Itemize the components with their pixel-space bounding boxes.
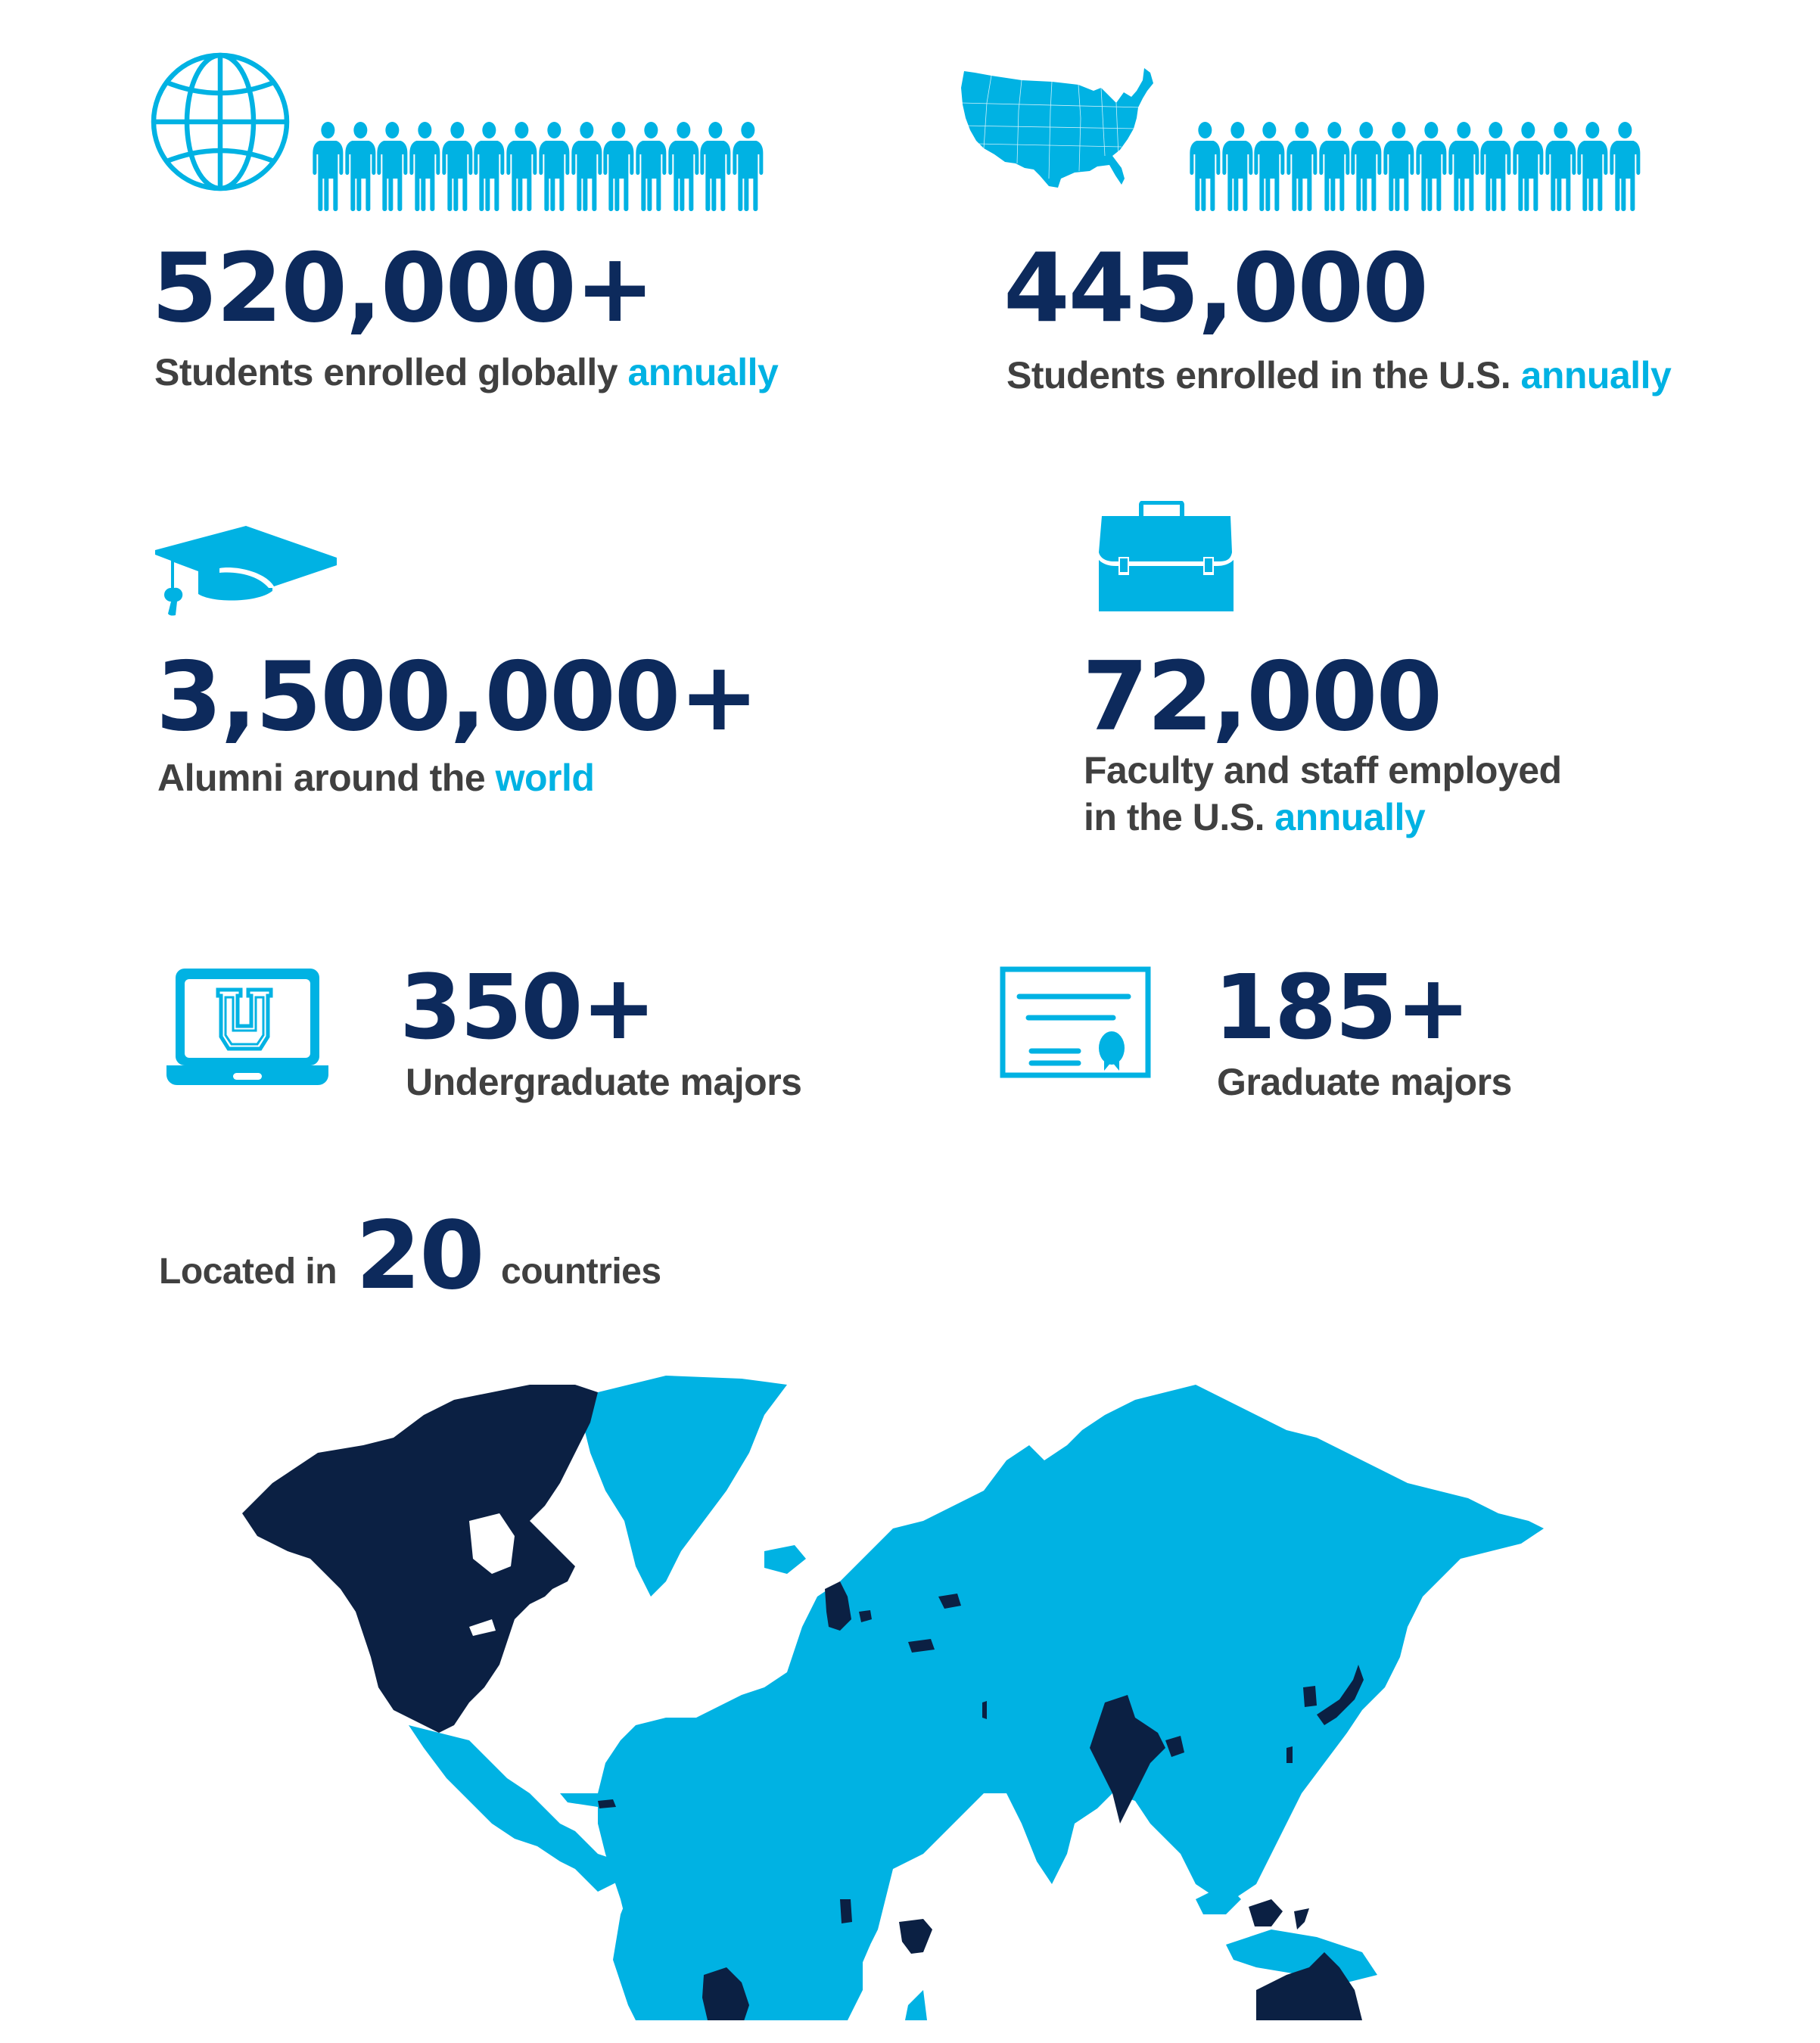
person-icon	[1221, 121, 1254, 216]
person-icon	[667, 121, 700, 216]
person-icon	[1415, 121, 1448, 216]
world-map	[242, 1370, 1559, 2024]
person-icon	[376, 121, 409, 216]
stat-label-faculty-line1: Faculty and staff employed	[1084, 749, 1562, 791]
person-icon	[1318, 121, 1351, 216]
stat-value-grad-majors: 185+	[1214, 955, 1470, 1059]
person-icon	[571, 121, 603, 216]
person-icon	[1350, 121, 1383, 216]
stat-label-us-students	[1006, 353, 1671, 398]
graduation-cap-icon	[151, 526, 341, 617]
briefcase-icon	[1097, 501, 1235, 613]
stat-label-undergrad-majors: Undergraduate majors	[406, 1061, 802, 1103]
map-base-countries	[409, 1376, 1544, 2020]
stat-label-global-students	[154, 350, 778, 395]
us-map-icon	[961, 65, 1155, 189]
label-text: Students enrolled in the U.S.	[1006, 354, 1511, 396]
person-icon	[1479, 121, 1512, 216]
locations-suffix: countries	[501, 1252, 661, 1292]
stat-value-undergrad-majors: 350+	[400, 955, 655, 1059]
locations-count: 20	[356, 1202, 484, 1311]
person-icon	[602, 121, 635, 216]
person-icon	[441, 121, 474, 216]
stat-value-alumni: 3,500,000+	[156, 641, 758, 752]
person-icon	[1448, 121, 1480, 216]
label-accent: annually	[1520, 354, 1672, 396]
person-icon	[409, 121, 441, 216]
stat-label-faculty-line2	[1084, 794, 1425, 840]
person-icon	[473, 121, 506, 216]
person-icon	[506, 121, 538, 216]
label-accent: annually	[1274, 796, 1426, 838]
person-icon	[312, 121, 344, 216]
person-icon	[1253, 121, 1286, 216]
person-icon	[1576, 121, 1609, 216]
person-icon	[1383, 121, 1415, 216]
stat-value-us-students: 445,000	[1003, 232, 1427, 344]
stat-value-global-students: 520,000+	[151, 232, 654, 344]
person-icon	[344, 121, 377, 216]
person-icon	[1512, 121, 1545, 216]
person-icon	[1286, 121, 1318, 216]
globe-icon	[150, 51, 291, 192]
locations-prefix: Located in	[159, 1252, 338, 1292]
label-accent: annually	[627, 351, 779, 393]
person-icon	[1609, 121, 1641, 216]
person-icon	[732, 121, 764, 216]
laptop-u-icon	[166, 967, 328, 1085]
people-row-us	[1189, 121, 1641, 216]
person-icon	[538, 121, 571, 216]
stat-value-faculty: 72,000	[1082, 641, 1442, 752]
certificate-icon	[1000, 966, 1151, 1080]
person-icon	[1545, 121, 1577, 216]
person-icon	[1189, 121, 1221, 216]
stat-label-alumni	[157, 755, 594, 801]
person-icon	[699, 121, 732, 216]
people-row-global	[312, 121, 764, 216]
label-accent: world	[495, 757, 595, 799]
label-text: Alumni around the	[157, 757, 486, 799]
stat-label-grad-majors: Graduate majors	[1217, 1061, 1512, 1103]
person-icon	[635, 121, 667, 216]
label-text: Students enrolled globally	[154, 351, 618, 393]
label-text: in the U.S.	[1084, 796, 1265, 838]
